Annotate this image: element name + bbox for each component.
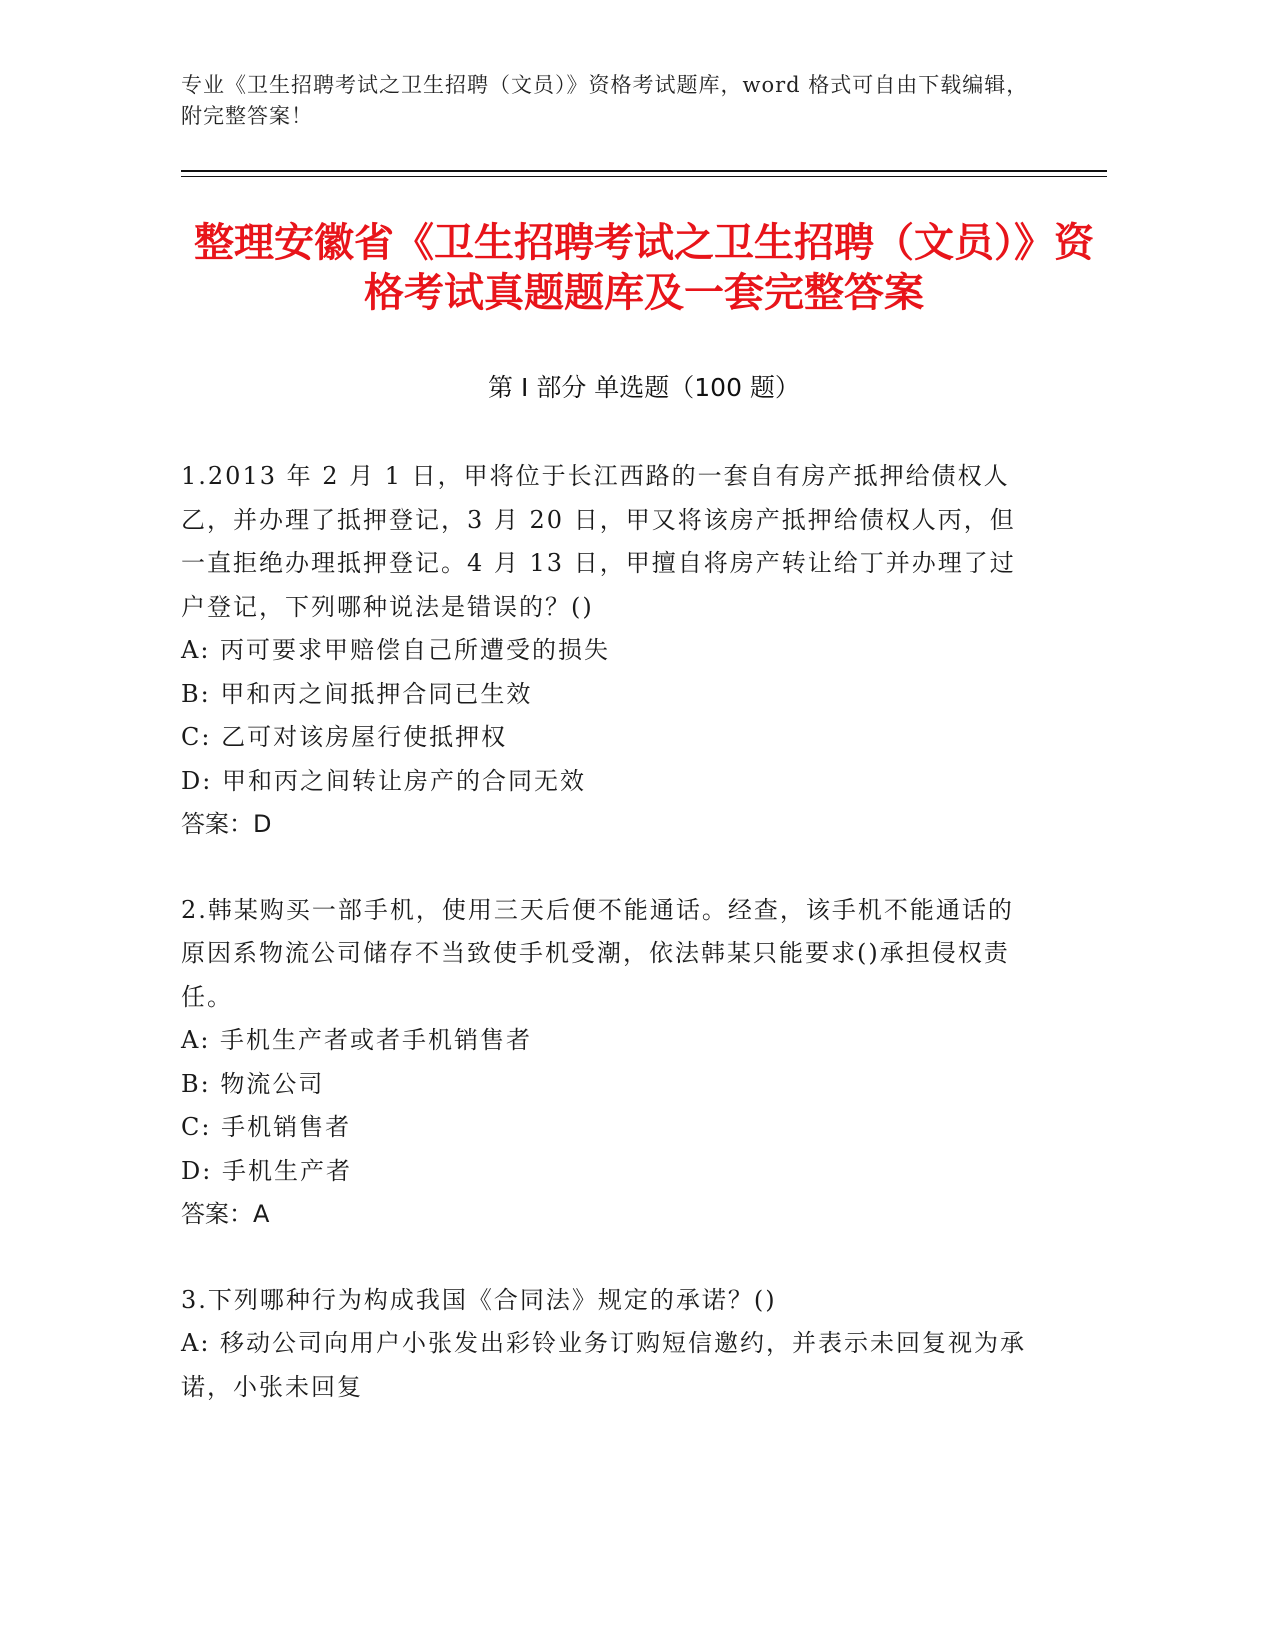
header-note: 专业《卫生招聘考试之卫生招聘（文员）》资格考试题库，word 格式可自由下载编辑，附完整答案！ [181, 73, 1029, 128]
section-title: 第 I 部分 单选题（100 题） [488, 373, 800, 402]
question-3 [181, 1279, 1031, 1410]
question-stem: 1.2013 年 2 月 1 日，甲将位于长江西路的一套自有房产抵押给债权人乙，并办理了抵押登记，3 月 20 日，甲又将该房产抵押给债权人丙，但一直拒绝办理抵押登记。4 月 13 日，甲擅自将房产转让给丁并办理了过户登记，下列哪种说法是错误的？() [181, 462, 1016, 621]
answer: 答案：D [181, 810, 272, 838]
option-c: C: 手机销售者 [181, 1113, 352, 1141]
header-rule-thin [181, 176, 1107, 177]
option-d: D: 手机生产者 [181, 1156, 352, 1185]
question-list [181, 455, 1031, 1451]
option-a: A: 丙可要求甲赔偿自己所遭受的损失 [181, 636, 611, 664]
question-1 [181, 455, 1031, 847]
option-c: C: 乙可对该房屋行使抵押权 [181, 723, 508, 751]
option-b: B: 甲和丙之间抵押合同已生效 [181, 679, 533, 708]
option-a: A: 手机生产者或者手机销售者 [181, 1026, 533, 1054]
question-2 [181, 889, 1031, 1237]
answer: 答案：A [181, 1200, 270, 1228]
document-title: 整理安徽省《卫生招聘考试之卫生招聘（文员）》资格考试真题题库及一套完整答案 [194, 220, 1094, 316]
header-rule-thick [181, 170, 1107, 172]
option-b: B: 物流公司 [181, 1069, 325, 1098]
option-a: A: 移动公司向用户小张发出彩铃业务订购短信邀约，并表示未回复视为承诺，小张未回复 [181, 1329, 1027, 1401]
question-stem: 2.韩某购买一部手机，使用三天后便不能通话。经查，该手机不能通话的原因系物流公司储存不当致使手机受潮，依法韩某只能要求()承担侵权责任。 [181, 895, 1014, 1011]
question-stem: 3.下列哪种行为构成我国《合同法》规定的承诺？() [181, 1285, 777, 1314]
option-d: D: 甲和丙之间转让房产的合同无效 [181, 766, 586, 795]
